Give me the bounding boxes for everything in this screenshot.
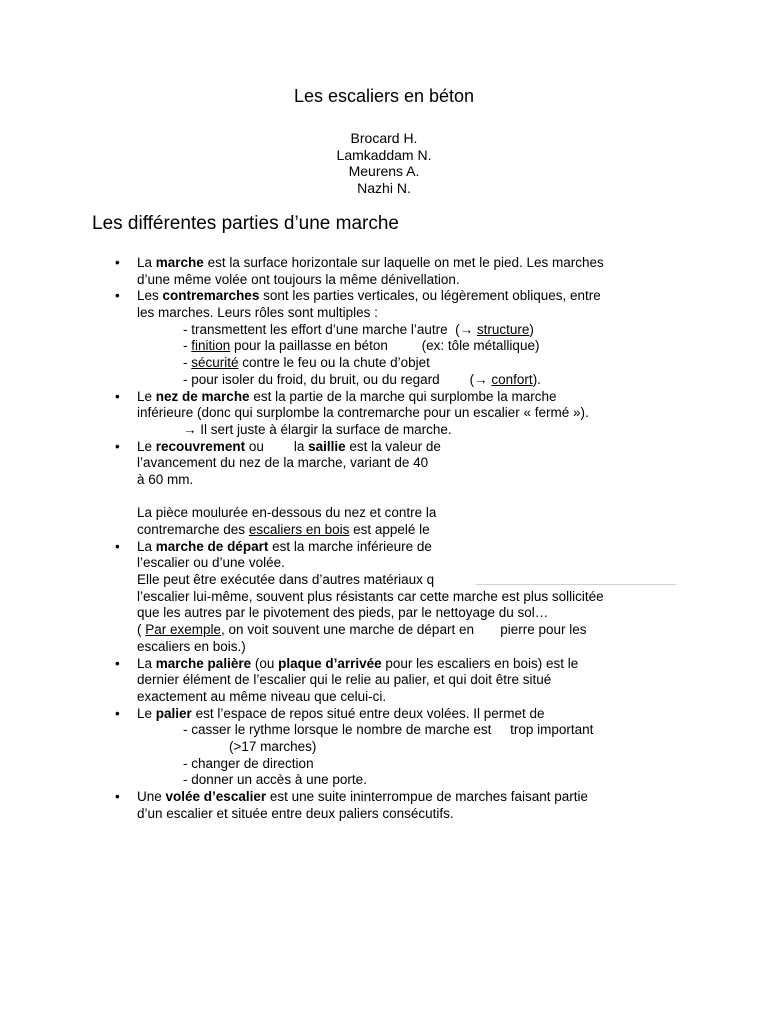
term: volée d’escalier bbox=[165, 789, 267, 804]
sub-item: - transmettent les effort d’une marche l’autre (→ structure) bbox=[183, 321, 534, 337]
underlined-term: finition bbox=[191, 338, 231, 354]
text-line: d’une même volée ont toujours la même dénivellation. bbox=[137, 271, 460, 287]
bullet-glyph: • bbox=[115, 655, 120, 671]
bullet-glyph: • bbox=[115, 538, 120, 554]
text-line: d’un escalier et située entre deux paliers consécutifs. bbox=[137, 805, 454, 821]
text-line: l’escalier lui-même, souvent plus résistants car cette marche est plus sollicitée bbox=[137, 588, 604, 604]
section-heading: Les différentes parties d’une marche bbox=[92, 213, 399, 234]
text-line: Une volée d’escalier est une suite ininterrompue de marches faisant partie bbox=[137, 789, 589, 804]
author-list bbox=[0, 130, 768, 196]
bullet-glyph: • bbox=[115, 255, 120, 270]
author-name: Nazhi N. bbox=[357, 179, 411, 196]
list-item bbox=[115, 789, 685, 822]
text-line: Elle peut être exécutée dans d’autres matériaux q bbox=[137, 572, 435, 588]
sub-item: - pour isoler du froid, du bruit, ou du regard (→ confort). bbox=[183, 371, 541, 387]
author-name: Brocard H. bbox=[350, 130, 418, 146]
text-line: Le recouvrement ou la saillie est la valeur de bbox=[137, 438, 441, 454]
underlined-term: structure bbox=[476, 321, 530, 337]
text-line: contremarche des escaliers en bois est appelé le bbox=[137, 522, 430, 537]
text-line: → Il sert juste à élargir la surface de marche. bbox=[183, 421, 452, 437]
sub-item: - sécurité contre le feu ou la chute d’objet bbox=[183, 355, 430, 371]
list-item bbox=[115, 255, 685, 288]
term: palier bbox=[155, 705, 192, 721]
text-line: l’escalier ou d’une volée. bbox=[137, 555, 285, 571]
term: marche bbox=[155, 255, 204, 270]
text-line: l’avancement du nez de la marche, variant de 40 bbox=[137, 455, 429, 471]
author-name: Lamkaddam N. bbox=[336, 146, 432, 163]
text-line: inférieure (donc qui surplombe la contremarche pour un escalier « fermé »). bbox=[137, 405, 589, 421]
text-line: les marches. Leurs rôles sont multiples : bbox=[137, 305, 378, 321]
text-line: La marche de départ est la marche inférieure de bbox=[137, 538, 432, 554]
term: marche palière bbox=[155, 655, 252, 671]
text-line: ( Par exemple, on voit souvent une marche de départ en pierre pour les bbox=[137, 622, 587, 638]
term: plaque d’arrivée bbox=[278, 655, 382, 671]
text-line: que les autres par le pivotement des pieds, par le nettoyage du sol… bbox=[137, 605, 549, 621]
text-line: La marche palière (ou plaque d’arrivée pour les escaliers en bois) est le bbox=[137, 655, 579, 671]
underlined-term: escaliers en bois bbox=[248, 522, 350, 537]
sub-item: (>17 marches) bbox=[229, 738, 317, 754]
text-line: dernier élément de l’escalier qui le relie au palier, et qui doit être situé bbox=[137, 672, 552, 688]
term: contremarches bbox=[162, 288, 260, 304]
bullet-glyph: • bbox=[115, 789, 120, 804]
author-name: Meurens A. bbox=[348, 163, 420, 179]
list-item bbox=[115, 389, 685, 439]
text-line: Le nez de marche est la partie de la marche qui surplombe la marche bbox=[137, 388, 557, 404]
term: saillie bbox=[308, 438, 346, 454]
term: recouvrement bbox=[155, 438, 246, 454]
underlined-term: sécurité bbox=[191, 355, 239, 371]
text-line: Le palier est l’espace de repos situé entre deux volées. Il permet de bbox=[137, 705, 545, 721]
document-title: Les escaliers en béton bbox=[293, 86, 475, 106]
text-line: exactement au même niveau que celui-ci. bbox=[137, 688, 387, 704]
bullet-glyph: • bbox=[115, 705, 120, 721]
list-item bbox=[115, 706, 685, 789]
text-line: à 60 mm. bbox=[137, 471, 194, 487]
bullet-glyph: • bbox=[115, 388, 120, 404]
list-item bbox=[115, 656, 685, 706]
underlined-term: Par exemple bbox=[145, 622, 222, 638]
sub-item: - changer de direction bbox=[183, 755, 314, 771]
bullet-glyph: • bbox=[115, 438, 120, 454]
bullet-glyph: • bbox=[115, 288, 120, 304]
sub-item: - donner un accès à une porte. bbox=[183, 772, 367, 788]
text-line: La pièce moulurée en-dessous du nez et contre la bbox=[137, 505, 437, 521]
text-line: escaliers en bois.) bbox=[137, 638, 246, 654]
term: nez de marche bbox=[155, 388, 250, 404]
sub-item: - finition pour la paillasse en béton (ex: tôle métallique) bbox=[183, 338, 540, 354]
term: marche de départ bbox=[155, 538, 269, 554]
text-line: La marche est la surface horizontale sur laquelle on met le pied. Les marches bbox=[137, 255, 604, 270]
underlined-term: confort bbox=[491, 371, 533, 387]
sub-item: - casser le rythme lorsque le nombre de marche est trop important bbox=[183, 722, 594, 738]
list-item bbox=[115, 288, 685, 388]
blank-image-frame bbox=[476, 433, 676, 585]
text-line: Les contremarches sont les parties verticales, ou légèrement obliques, entre bbox=[137, 288, 601, 304]
